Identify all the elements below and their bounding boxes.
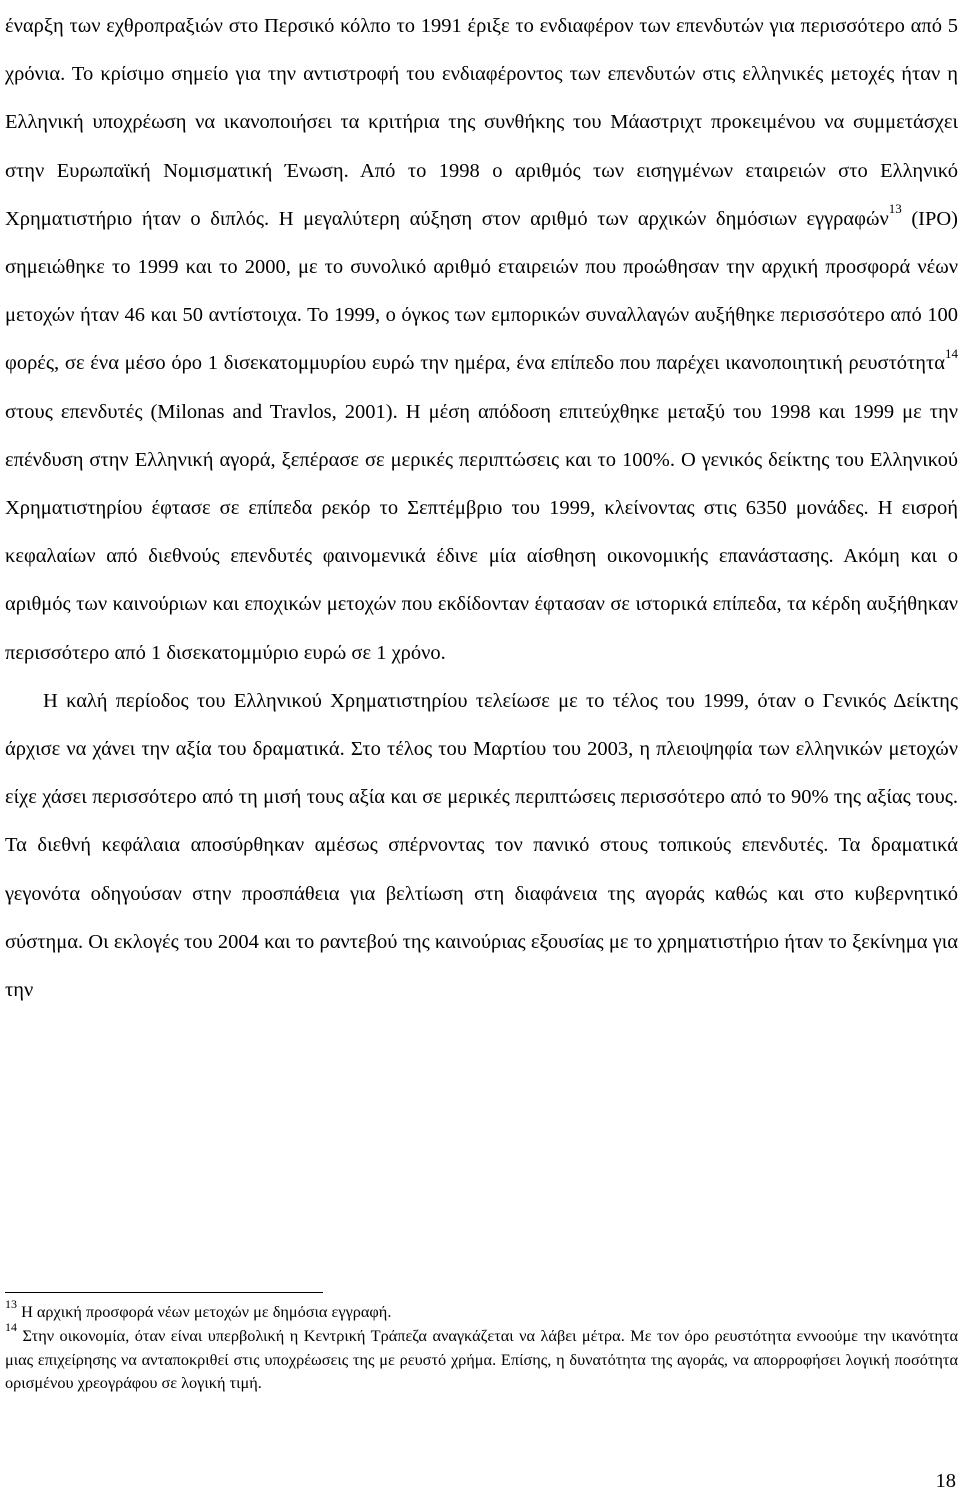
footnote-separator xyxy=(5,1292,323,1293)
footnote-14 xyxy=(5,1320,958,1395)
footnote-mark-13: 13 xyxy=(5,1296,17,1311)
paragraph-1-part-3: στους επενδυτές (Milonas and Travlos, 2001). Η μέση απόδοση επιτεύχθηκε μεταξύ του 1998 και 1999 με την επένδυση στην Ελληνική αγορά, ξεπέρασε σε μερικές περιπτώσεις και το 100%. Ο γενικός δείκτης του Ελληνικού Χρηματιστηρίου έφτασε σε επίπεδα ρεκόρ το Σεπτέμβριο του 1999, κλείνοντας στις 6350 μονάδες. Η εισροή κεφαλαίων από διεθνούς επενδυτές φαινομενικά έδινε μία αίσθηση οικονομικής επανάστασης. Ακόμη και ο αριθμός των καινούριων και εποχικών μετοχών που εκδίδονταν έφτασαν σε ιστορικά επίπεδα, τα κέρδη αυξήθηκαν περισσότερο από 1 δισεκατομμύριο ευρώ σε 1 χρόνο. xyxy=(5,400,958,664)
page-number: 18 xyxy=(935,1470,956,1492)
footnote-14-text: Στην οικονομία, όταν είναι υπερβολική η Κεντρική Τράπεζα αναγκάζεται να λάβει μέτρα. Με τον όρο ρευστότητα εννοούμε την ικανότητα μιας επιχείρησης να ανταποκριθεί στις υποχρέωσεις της με ρευστό χρήμα. Επίσης, η δυνατότητα της αγοράς, να απορροφήσει λογική ποσότητα ορισμένου χρεογράφου σε λογική τιμή. xyxy=(5,1325,958,1393)
footnote-reference-14[interactable]: 14 xyxy=(945,345,958,361)
footnote-13 xyxy=(5,1296,958,1324)
paragraph-2: Η καλή περίοδος του Ελληνικού Χρηματιστηρίου τελείωσε με το τέλος του 1999, όταν ο Γενικός Δείκτης άρχισε να χάνει την αξία του δραματικά. Στο τέλος του Μαρτίου του 2003, η πλειοψηφία των ελληνικών μετοχών είχε χάσει περισσότερο από τη μισή τους αξία και σε μερικές περιπτώσεις περισσότερο από το 90% της αξίας τους. Τα διεθνή κεφάλαια αποσύρθηκαν αμέσως σπέρνοντας τον πανικό στους τοπικούς επενδυτές. Τα δραματικά γεγονότα οδηγούσαν στην προσπάθεια για βελτίωση στη διαφάνεια της αγοράς καθώς και στο κυβερνητικό σύστημα. Οι εκλογές του 2004 και το ραντεβού της καινούριας εξουσίας με το χρηματιστήριο ήταν το ξεκίνημα για την xyxy=(5,689,958,1002)
body-text xyxy=(5,2,958,1014)
paragraph-1-part-1: έναρξη των εχθροπραξιών στο Περσικό κόλπο το 1991 έριξε το ενδιαφέρον των επενδυτών για περισσότερο από 5 χρόνια. Το κρίσιμο σημείο για την αντιστροφή του ενδιαφέροντος των επενδυτών στις ελληνικές μετοχές ήταν η Ελληνική υποχρέωση να ικανοποιήσει τα κριτήρια της συνθήκης του Μάαστριχτ προκειμένου να συμμετάσχει στην Ευρωπαϊκή Νομισματική Ένωση. Από το 1998 ο αριθμός των εισηγμένων εταιρειών στο Ελληνικό Χρηματιστήριο ήταν ο διπλός. Η μεγαλύτερη αύξηση στον αριθμό των αρχικών δημόσιων εγγραφών xyxy=(5,15,958,230)
footnotes xyxy=(5,1296,958,1395)
footnote-reference-13[interactable]: 13 xyxy=(888,200,902,216)
footnote-13-text: Η αρχική προσφορά νέων μετοχών με δημόσια εγγραφή. xyxy=(17,1302,392,1321)
paragraph-1-part-2: (IPO) σημειώθηκε το 1999 και το 2000, με το συνολικό αριθμό εταιρειών που προώθησαν την αρχική προσφορά νέων μετοχών ήταν 46 και 50 αντίστοιχα. Το 1999, ο όγκος των εμπορικών συναλλαγών αυξήθηκε περισσότερο από 100 φορές, σε ένα μέσο όρο 1 δισεκατομμυρίου ευρώ την ημέρα, ένα επίπεδο που παρέχει ικανοποιητική ρευστότητα xyxy=(5,207,959,375)
paragraph-1 xyxy=(5,2,958,677)
footnote-mark-14: 14 xyxy=(5,1320,17,1335)
